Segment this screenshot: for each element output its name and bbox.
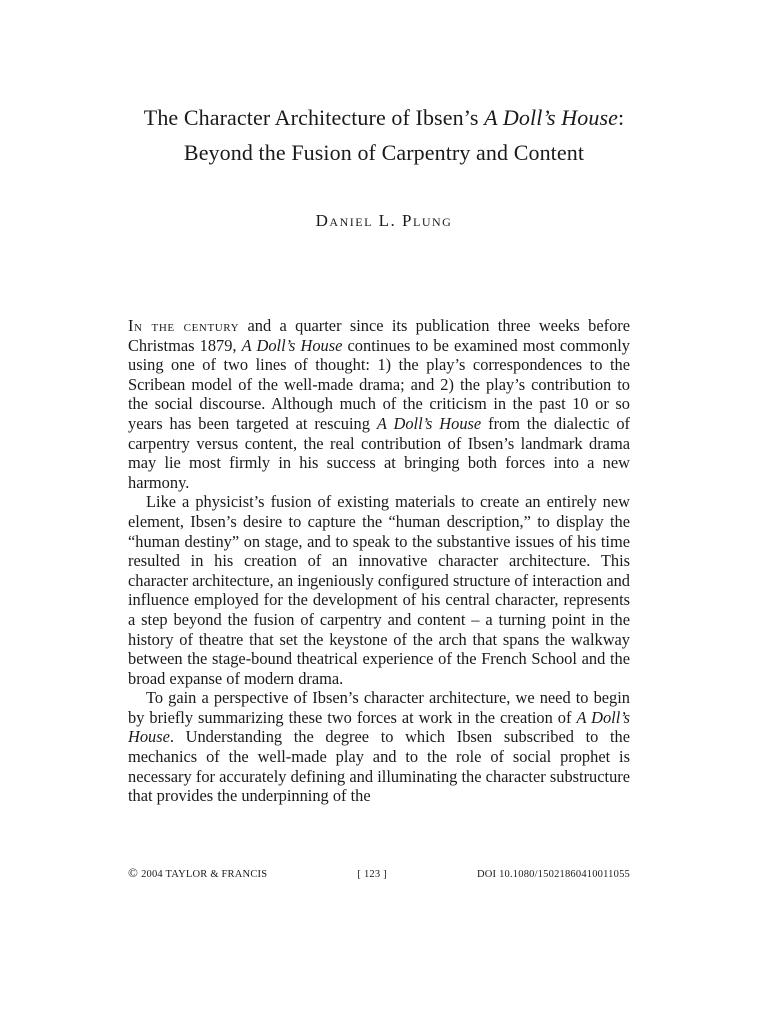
article-title xyxy=(120,100,648,170)
paragraph-1-italic-a: A Doll’s House xyxy=(241,335,343,355)
paragraph-1-italic-b: A Doll’s House xyxy=(376,413,482,433)
title-part-1: The Character Architecture of Ibsen’s xyxy=(143,105,485,130)
paragraph-3-text-b: . Understanding the degree to which Ibsen subscribed to the mechanics of the well-made play and to the role of social prophet is necessary for accurately defining and illuminating the character substructure that provides the underpinning of the xyxy=(128,727,630,806)
doi: DOI 10.1080/15021860410011055 xyxy=(476,869,630,880)
copyright-symbol: © xyxy=(128,865,139,880)
author-name: Daniel L. Plung xyxy=(315,211,453,230)
paragraph-3-text-a: To gain a perspective of Ibsen’s character architecture, we need to begin by briefly summarizing these two forces at work in the creation of xyxy=(128,688,630,727)
paragraph-1-text-a: and a quarter since its publication three weeks before Christmas 1879, xyxy=(128,316,630,355)
paragraph-3-italic: A Doll’s House xyxy=(128,707,630,747)
paragraph-3 xyxy=(128,688,630,806)
paragraph-1 xyxy=(128,316,630,492)
copyright-notice xyxy=(128,865,267,881)
title-part-2: : Beyond the Fusion of Carpentry and Content xyxy=(183,105,625,165)
page-footer xyxy=(128,865,630,881)
article-body xyxy=(128,316,630,806)
paragraph-1-text-c: from the dialectic of carpentry versus content, the real contribution of Ibsen’s landmark drama may lie most firmly in his success at bringing both forces into a new harmony. xyxy=(128,413,630,492)
paragraph-2: Like a physicist’s fusion of existing materials to create an entirely new element, Ibsen’s desire to capture the “human description,” to display the “human destiny” on stage, and to speak to the substantive issues of his time resulted in his creation of an innovative character architecture. This character architecture, an ingeniously configured structure of interaction and influence employed for the development of his central character, represents a step beyond the fusion of carpentry and content – a turning point in the history of theatre that set the keystone of the arch that spans the walkway between the stage-bound theatrical experience of the French School and the broad expanse of modern drama. xyxy=(128,492,630,688)
copyright-text: 2004 TAYLOR & FRANCIS xyxy=(141,869,268,880)
paragraph-1-text-b: continues to be examined most commonly using one of two lines of thought: 1) the play’s correspondences to the Scribean model of the well-made drama; and 2) the play’s contribution to the social discourse. Although much of the criticism in the past 10 or so years has been targeted at rescuing xyxy=(128,335,630,433)
paragraph-opener: In the century xyxy=(128,316,240,335)
title-italic-play-name: A Doll’s House xyxy=(484,105,618,130)
page-number: [ 123 ] xyxy=(357,869,387,880)
